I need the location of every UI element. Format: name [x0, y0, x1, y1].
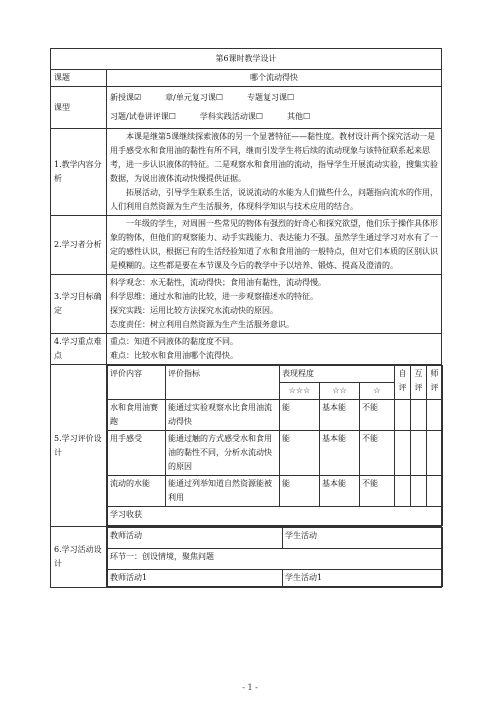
eval-self-cell — [395, 476, 411, 507]
objective-line: 科学观念：水无黏性，流动得快；食用油有黏性，流动得慢。 — [110, 278, 326, 287]
option-unit-review: 章/单元复习课☐ — [165, 93, 224, 102]
eval-level-basic: 基本能 — [320, 476, 360, 507]
eval-row — [108, 431, 443, 476]
student-activity-1: 学生活动1 — [283, 570, 443, 587]
eval-level-cannot: 不能 — [360, 400, 395, 431]
key-points-body — [107, 334, 442, 365]
evaluation-table — [107, 365, 443, 526]
content-paragraph: 本课是继第5课继续探索液体的另一个显著特征——黏性度。教材设计两个探究活动一是用手感受水和食用油的黏性有所不同，继而引发学生将后续的流动现象与该特征联系起来思考，进一步认识液体的特征。二是观察水和食用油的流动，指导学生开展流动实验，搜集实验数据，为说出液体流动快慢提供证据。 — [110, 132, 438, 183]
eval-level-cannot: 不能 — [360, 431, 395, 476]
eval-peer-cell — [411, 400, 427, 431]
eval-header-teacher: 师评 — [427, 366, 443, 400]
eval-content: 流动的水能 — [108, 476, 166, 507]
topic-row — [51, 70, 442, 87]
page-number: - 1 - — [242, 683, 258, 692]
learner-analysis-label: 2.学习者分析 — [51, 216, 107, 275]
eval-content: 用手感受 — [108, 431, 166, 476]
eval-header-self: 自评 — [395, 366, 411, 400]
eval-indicator: 能通过触的方式感受水和食用油的黏性不同，分析水流动快的原因 — [166, 431, 280, 476]
eval-header-level: 表现程度 — [280, 366, 395, 383]
eval-header-content: 评价内容 — [108, 366, 166, 400]
eval-header-peer: 互评 — [411, 366, 427, 400]
eval-header-indicator: 评价指标 — [166, 366, 280, 400]
learner-analysis-row — [51, 216, 442, 275]
eval-harvest: 学习收获 — [108, 507, 443, 526]
content-analysis-body — [107, 129, 442, 216]
eval-level-can: 能 — [280, 400, 320, 431]
eval-row — [108, 476, 443, 507]
key-points-label: 4.学习重点难点 — [51, 334, 107, 365]
eval-self-cell — [395, 400, 411, 431]
option-practice-class: 学科实践活动课☐ — [199, 112, 264, 121]
eval-self-cell — [395, 431, 411, 476]
act-row — [108, 570, 443, 587]
option-exercise-review: 习题/试卷讲评课☐ — [110, 112, 176, 121]
lesson-type-row — [51, 87, 442, 129]
objectives-body — [107, 275, 442, 334]
content-analysis-label: 1.教学内容分析 — [51, 129, 107, 216]
activities-body — [107, 527, 442, 588]
option-other: 其他☐ — [287, 112, 311, 121]
eval-teacher-cell — [427, 476, 443, 507]
eval-harvest-row — [108, 507, 443, 526]
act-step-row — [108, 549, 443, 570]
eval-peer-cell — [411, 431, 427, 476]
doc-title: 第6课时教学设计 — [51, 49, 442, 70]
eval-teacher-cell — [427, 431, 443, 476]
stars-three: ☆☆☆ — [280, 383, 320, 400]
activities-table — [107, 527, 443, 587]
stars-one: ☆ — [360, 383, 395, 400]
option-new-lesson: 新授课☑ — [110, 93, 142, 102]
objectives-label: 3.学习目标确定 — [51, 275, 107, 334]
eval-indicator: 能通过列举知道自然资源能被利用 — [166, 476, 280, 507]
eval-teacher-cell — [427, 400, 443, 431]
lesson-type-label: 课型 — [51, 87, 107, 129]
eval-indicator: 能通过实验观察水比食用油流动得快 — [166, 400, 280, 431]
objective-line: 探究实践：运用比较方法探究水流动快的原因。 — [110, 306, 278, 315]
stars-two: ☆☆ — [320, 383, 360, 400]
evaluation-body — [107, 365, 442, 527]
content-analysis-row — [51, 129, 442, 216]
content-paragraph: 拓展活动，引导学生联系生活，说说流动的水能为人们做些什么，问题指向流水的作用，人们利用自然资源为生产生活服务，体现科学知识与技术应用的结合。 — [110, 188, 438, 211]
eval-header-row — [108, 366, 443, 383]
key-point-line: 难点：比较水和食用油哪个流得快。 — [110, 351, 238, 360]
evaluation-label: 5.学习评价设计 — [51, 365, 107, 527]
act-header-row — [108, 528, 443, 549]
topic-label: 课题 — [51, 70, 107, 87]
lesson-plan-table — [50, 48, 442, 588]
key-point-line: 重点：知道不同液体的黏度度不同。 — [110, 337, 238, 346]
learner-analysis-body — [107, 216, 442, 275]
objectives-row — [51, 275, 442, 334]
eval-level-cannot: 不能 — [360, 476, 395, 507]
key-points-row — [51, 334, 442, 365]
evaluation-row — [51, 365, 442, 527]
eval-level-can: 能 — [280, 476, 320, 507]
student-activity-header: 学生活动 — [283, 528, 443, 549]
objective-line: 科学思维：通过水和油的比较，进一步观察描述水的特征。 — [110, 292, 318, 301]
eval-content: 水和食用油赛跑 — [108, 400, 166, 431]
lesson-type-options — [107, 87, 442, 129]
teacher-activity-1: 教师活动1 — [108, 570, 283, 587]
teacher-activity-header: 教师活动 — [108, 528, 283, 549]
learner-paragraph: 一年级的学生，对周围一些常见的物体有强烈的好奇心和探究欲望，他们乐于操作具体形象的物体，但他们的观察能力、动手实践能力、表达能力不强。虽然学生通过学习对水有了一定的感性认识，根据已有的生活经验知道了水和食用油的一般特点，但对它们本质的区别认识是模糊的。这些都是要在本节课及今后的教学中予以培养、锻炼、提高及澄清的。 — [110, 219, 438, 270]
activities-row — [51, 527, 442, 588]
activities-label: 6.学习活动设计 — [51, 527, 107, 588]
eval-row — [108, 400, 443, 431]
topic-value: 哪个流动得快 — [107, 70, 442, 87]
title-row — [51, 49, 442, 70]
eval-peer-cell — [411, 476, 427, 507]
eval-level-can: 能 — [280, 431, 320, 476]
option-topic-review: 专题复习课☐ — [247, 93, 295, 102]
objective-line: 态度责任：树立利用自然资源为生产生活服务意识。 — [110, 320, 294, 329]
activity-step-1: 环节一：创设情境，聚焦问题 — [108, 549, 443, 570]
eval-level-basic: 基本能 — [320, 400, 360, 431]
eval-level-basic: 基本能 — [320, 431, 360, 476]
